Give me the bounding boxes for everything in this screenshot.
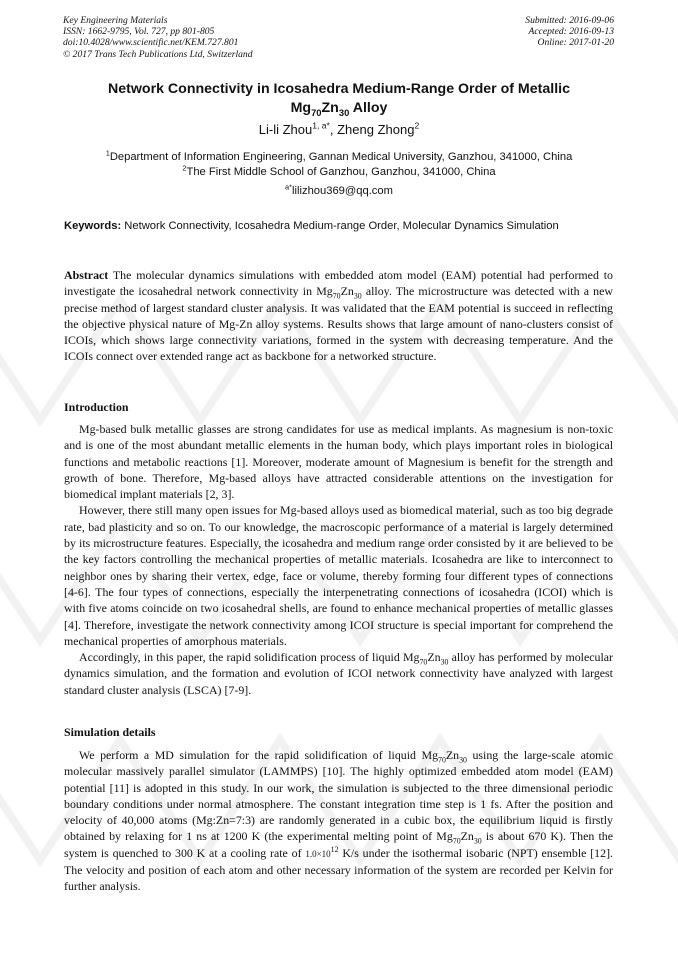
simulation-section <box>64 747 613 895</box>
sim-sub-30-b: 30 <box>473 836 482 846</box>
online-date: Online: 2017-01-20 <box>537 37 614 49</box>
journal-header-right <box>525 15 614 49</box>
simulation-heading: Simulation details <box>64 725 156 739</box>
email-address: lilizhou369@qq.com <box>292 185 393 197</box>
intro-p3-sub-70: 70 <box>419 657 428 667</box>
author-2-affil: 2 <box>414 120 420 131</box>
title-line-1: Network Connectivity in Icosahedra Medium-Range Order of Metallic <box>108 81 570 97</box>
issn-line: ISSN: 1662-9795, Vol. 727, pp 801-805 <box>63 26 215 38</box>
title-sub-30: 30 <box>338 107 350 118</box>
affiliation-2-text: The First Middle School of Ganzhou, Ganzhou, 341000, China <box>186 165 496 178</box>
paper-title <box>40 80 638 118</box>
journal-header-left <box>63 15 253 60</box>
abstract-sub-30: 30 <box>353 291 362 301</box>
abstract-text-zn: Zn <box>340 284 354 299</box>
affiliation-1-text: Department of Information Engineering, Gannan Medical University, Ganzhou, 341000, China <box>109 151 573 163</box>
author-1-affil: 1, a* <box>312 120 330 131</box>
sim-text-4: K/s under the isothermal isobaric (NPT) ensemble [12]. The velocity and position of each atom and other necessary information of the system are recorded per Kelvin for further analysis. <box>64 845 614 894</box>
title-alloy: Alloy <box>349 100 388 116</box>
keywords <box>64 219 613 234</box>
keywords-label: Keywords: <box>64 220 122 232</box>
intro-p3-text-2: alloy has performed by molecular dynamics simulation, and the formation and evolution of ICOI network connectivity have analyzed with largest standard cluster analysis (LSCA) [7-9]. <box>64 650 613 697</box>
intro-paragraph-1: Mg-based bulk metallic glasses are strong candidates for use as medical implants. As magnesium is non-toxic and is one of the most abundant metallic elements in the human body, which plays important roles in biological functions and metabolic reactions [1]. Moreover, moderate amount of Magnesium is benefit for the strength and growth of bone. Therefore, Mg-based alloys have attracted considerable attentions on the investigation for biomedical implant materials [2, 3]. <box>64 422 613 502</box>
abstract-text-1: The molecular dynamics simulations with embedded atom model (EAM) potential had performed to investigate the icosahedral network connectivity in Mg <box>64 268 613 299</box>
sim-text-1: We perform a MD simulation for the rapid solidification of liquid Mg <box>79 748 439 762</box>
author-2: Zheng Zhong <box>337 122 415 137</box>
affiliation-2 <box>40 162 638 180</box>
sim-zn-b: Zn <box>460 829 474 844</box>
simulation-paragraph <box>64 747 613 895</box>
affiliation-1-num: 1 <box>105 148 110 158</box>
keywords-text: Network Connectivity, Icosahedra Medium-range Order, Molecular Dynamics Simulation <box>121 220 559 232</box>
submitted-date: Submitted: 2016-09-06 <box>525 15 614 26</box>
sim-text-3: is about 670 K). Then the system is quenched to 300 K at a cooling rate of <box>64 829 613 860</box>
introduction-section <box>64 421 613 698</box>
affiliation-1 <box>40 150 638 165</box>
sim-sub-70-b: 70 <box>452 836 461 846</box>
intro-paragraph-2: However, there still many open issues for Mg-based alloys used as biomedical material, such as too big degrade rate, bad plasticity and so on. To our knowledge, the macroscopic performance of a material is largely determined by its microstructure features. Especially, the icosahedra and medium range order consisted by it are believed to be the key factors controlling the mechanical properties of metallic materials. Icosahedra are like to interconnect to neighbor ones by sharing their vertex, edge, face or volume, thereby forming four different types of connections [4-6]. The four types of connections, especially the interpenetrating connections of icosahedra (ICOI) which is with five atoms coincide on two icosahedral shells, are found to enhance mechanical properties of metallic glasses [4]. Therefore, investigate the network connectivity among ICOI structure is special important for comprehend the mechanical properties of amorphous materials. <box>64 503 613 648</box>
abstract-label: Abstract <box>64 268 109 282</box>
intro-p3-sub-30: 30 <box>440 657 449 667</box>
title-sub-70: 70 <box>311 107 322 118</box>
abstract-section <box>64 267 613 365</box>
sim-cooling-rate: 1.0×10 <box>305 848 331 859</box>
title-line-2 <box>40 99 638 118</box>
sim-text-2: using the large-scale atomic molecular massively parallel simulator (LAMMPS) [10]. The highly optimized embedded atom model (EAM) potential [11] is adopted in this study. In our work, the simulation is subjected to the three dimensional periodic boundary conditions under normal atmosphere. The constant integration time step is 1 fs. After the position and velocity of 40,000 atoms (Mg:Zn=7:3) are randomly generated in a cubic box, the equilibrium liquid is firstly obtained by relaxing for 1 ns at 1200 K (the experimental melting point of Mg <box>64 748 613 844</box>
author-list <box>40 122 638 137</box>
accepted-date: Accepted: 2016-09-13 <box>528 26 614 38</box>
copyright-line: © 2017 Trans Tech Publications Ltd, Switzerland <box>63 48 253 60</box>
sim-sub-70-a: 70 <box>438 755 446 765</box>
title-formula-mg: Mg <box>290 100 312 116</box>
abstract-text-2: alloy. The microstructure was detected with a new precise method of largest standard cluster analysis. It was validated that the EAM potential is succeed in reflecting the objective physical nature of Mg-Zn alloy systems. Results shows that large amount of nano-clusters consist of ICOIs, which shows large connectivity variations, formed in the system with decreasing temperature. And the ICOIs connect over extended range act as backbone for a networked structure. <box>64 284 613 364</box>
sim-zn-a: Zn <box>445 748 460 762</box>
email-marker: a* <box>285 182 293 192</box>
introduction-heading: Introduction <box>64 400 129 414</box>
affiliation-2-num: 2 <box>182 162 187 172</box>
intro-p3-text-1: Accordingly, in this paper, the rapid solidification process of liquid Mg <box>79 650 420 665</box>
intro-p3-zn: Zn <box>427 650 441 665</box>
journal-name: Key Engineering Materials <box>63 15 168 26</box>
sim-sub-30-a: 30 <box>459 755 467 765</box>
abstract-paragraph <box>64 267 613 365</box>
intro-paragraph-3 <box>64 649 613 698</box>
abstract-sub-70: 70 <box>332 291 341 301</box>
corresponding-email <box>40 182 638 197</box>
author-separator: , <box>329 122 338 137</box>
sim-cooling-rate-exp: 12 <box>330 844 339 854</box>
author-1: Li-li Zhou <box>258 122 313 137</box>
doi-line: doi:10.4028/www.scientific.net/KEM.727.801 <box>63 37 239 49</box>
affiliations <box>40 150 638 179</box>
title-formula-zn: Zn <box>321 100 339 116</box>
